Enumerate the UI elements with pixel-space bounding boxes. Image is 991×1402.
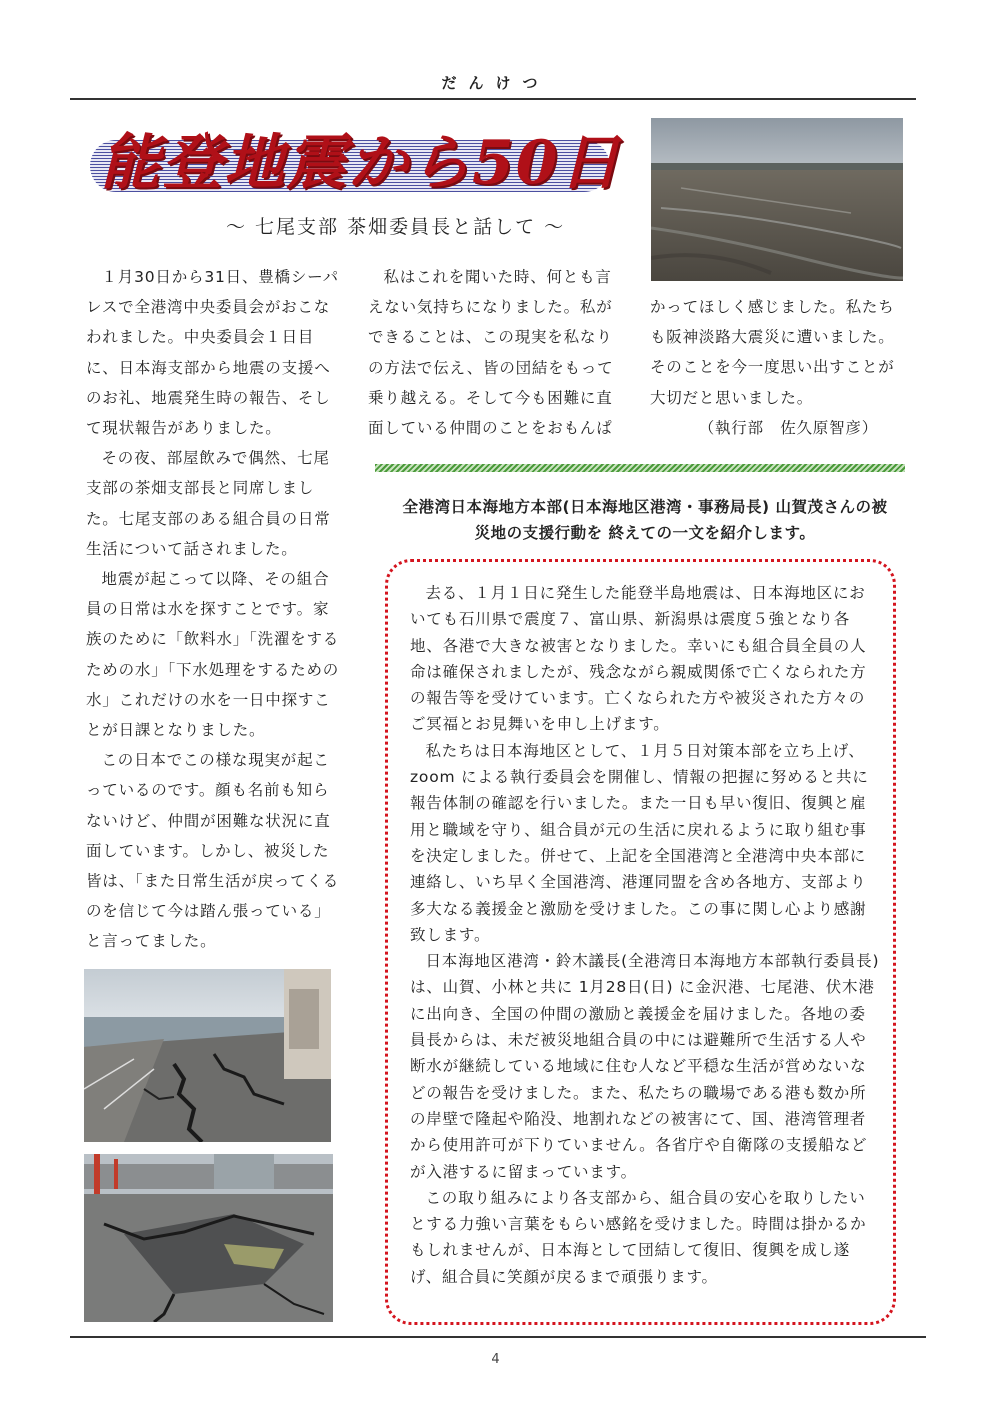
paragraph: その夜、部屋飲みで偶然、七尾支部の茶畑支部長と同席しました。七尾支部のある組合員の日常生活について話されました。 <box>86 449 331 558</box>
header-rule <box>70 98 916 100</box>
letter-body <box>410 580 880 1290</box>
section-divider <box>375 464 905 472</box>
page-subtitle: ～ 七尾支部 茶畑委員長と話して ～ <box>226 216 566 238</box>
intro-text: 全港湾日本海地方本部(日本海地区港湾・事務局長) 山賀茂さんの被災地の支援行動を 終えての一文を紹介します。 <box>402 498 888 542</box>
cracked-pavement-photo <box>84 1154 333 1322</box>
footer-rule <box>70 1336 926 1338</box>
paragraph: 日本海地区港湾・鈴木議長(全港湾日本海地方本部執行委員長)は、山賀、小林と共に 1月28日(日) に金沢港、七尾港、伏木港に出向き、全国の仲間の激励と義援金を届けました。各地の委員長からは、未だ被災地組合員の中には避難所で生活する人や断水が継続している地域に住む人など平穏な生活が営めないなどの報告を受けました。また、私たちの職場である港も数か所の岸壁で隆起や陥没、地割れなどの被害にて、国、港湾管理者 から使用許可が下りていません。各省庁や自衛隊の支援船などが入港するに留まっています。 <box>410 952 880 1181</box>
paragraph: 私たちは日本海地区として、１月５日対策本部を立ち上げ、zoom による執行委員会を開催し、情報の把握に努めると共に報告体制の確認を行いました。また一日も早い復旧、復興と雇用と職域を守り、組合員が元の生活に戻れるように取り組む事を決定しました。併せて、上記を全国港湾と全港湾中央本部に連絡し、いち早く全国港湾、港運同盟を含め各地方、支部より多大なる義援金と激励を受けました。この事に関し心より感謝致します。 <box>410 741 869 944</box>
beach-photo <box>651 118 903 281</box>
paragraph: かってほしく感じました。私たちも阪神淡路大震災に遭いました。そのことを今一度思い出すことが大切だと思いました。 <box>650 298 895 407</box>
paragraph: この取り組みにより各支部から、組合員の安心を取りしたいとする力強い言葉をもらい感銘を受けました。時間は掛かるかもしれませんが、日本海として団結して復旧、復興を成し遂げ、組合員に笑顔が戻るまで頑張ります。 <box>410 1188 867 1286</box>
article-column-3 <box>650 292 908 443</box>
page-header: だんけつ <box>441 74 550 92</box>
article-column-2 <box>368 262 616 443</box>
paragraph: 地震が起こって以降、その組合員の日常は水を探すことです。家族のために「飲料水」「洗濯をするための水」「下水処理をするための水」これだけの水を一日中探すことが日課となりました。 <box>86 570 340 740</box>
signature: （執行部 佐久原智彦） <box>698 418 878 437</box>
page-title: 能登地震から50日 <box>100 128 622 198</box>
paragraph: 去る、１月１日に発生した能登半島地震は、日本海地区においても石川県で震度７、富山県、新潟県は震度５強となり各地、各港で大きな被害となりました。幸いにも組合員全員の人命は確保されましたが、残念ながら親威関係で亡くなられた方の報告等を受けています。亡くなられた方や被災された方々のご冥福とお見舞いを申し上げます。 <box>410 584 867 734</box>
page-number: 4 <box>491 1352 500 1367</box>
article-column-1 <box>86 262 344 957</box>
paragraph: この日本でこの様な現実が起こっているのです。顔も名前も知らないけど、仲間が困難な状況に直面しています。しかし、被災した皆は、「また日常生活が戻ってくるのを信じて今は踏ん張っている」と言ってました。 <box>86 751 340 951</box>
cracked-road-photo <box>84 969 331 1142</box>
paragraph: 私はこれを聞いた時、何とも言えない気持ちになりました。私ができることは、この現実を私なりの方法で伝え、皆の団結をもって乗り越える。そして今も困難に直面している仲間のことをおもんぱ <box>368 268 614 438</box>
paragraph: １月30日から31日、豊橋シーパレスで全港湾中央委員会がおこなわれました。中央委員会１日目に、日本海支部から地震の支援へのお礼、地震発生時の報告、そして現状報告がありました。 <box>86 268 339 438</box>
